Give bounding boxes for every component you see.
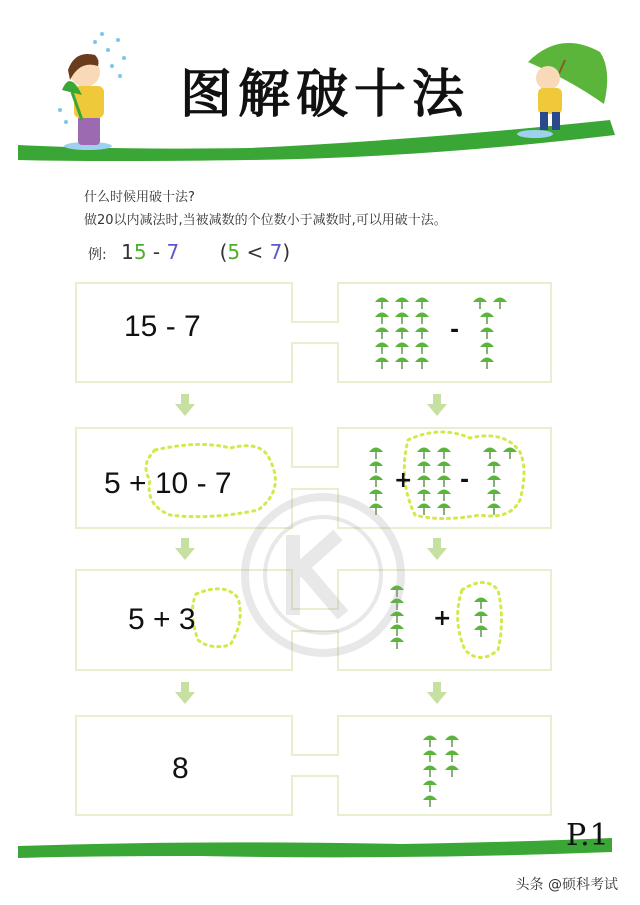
credit-watermark: 头条 @硕科考试 (515, 877, 618, 893)
page-title: 图解破十法 (179, 65, 470, 125)
step-1-expression: 15 - 7 (124, 310, 201, 343)
example-ones: 5 (133, 240, 147, 264)
watermark-logo (238, 490, 408, 660)
arrow-down-icon (427, 394, 447, 416)
step-4-expression: 8 (172, 752, 189, 785)
intro-answer: 做20以内减法时,当被减数的个位数小于减数时,可以用破十法。 (84, 213, 447, 228)
picture-minus-2: - (460, 468, 470, 493)
example-minus: - (146, 240, 167, 264)
example-subtrahend: 7 (166, 240, 180, 264)
step-3-expression: 5 + 3 (128, 603, 196, 636)
picture-plus-2: + (394, 468, 413, 493)
intro-question: 什么时候用破十法? (84, 190, 195, 205)
example-label: 例: (88, 247, 107, 263)
picture-plus-3: + (433, 606, 452, 631)
page-number: P.1 (566, 818, 609, 853)
picture-minus-1: - (450, 318, 460, 343)
arrow-down-icon (427, 682, 447, 704)
example-condition: (5 < 7) (219, 240, 291, 264)
arrow-down-icon (175, 538, 195, 560)
step-4-frame (76, 716, 551, 815)
arrow-down-icon (175, 394, 195, 416)
step-2-expression: 5 + 10 - 7 (104, 467, 232, 500)
arrow-down-icon (427, 538, 447, 560)
grass-footer (0, 820, 640, 865)
example-tens: 1 (121, 240, 134, 264)
arrow-down-icon (175, 682, 195, 704)
